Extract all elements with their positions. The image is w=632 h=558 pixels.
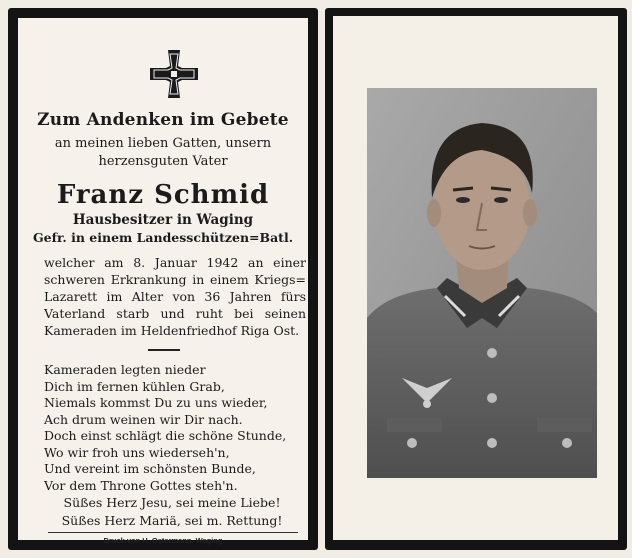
intro-line-2: herzensguten Vater xyxy=(98,154,228,169)
soldier-portrait-image xyxy=(367,88,597,478)
iron-cross-icon xyxy=(148,48,200,100)
section-divider xyxy=(148,349,180,351)
prayer xyxy=(38,494,306,530)
military-unit: Gefr. in einem Landesschützen=Batl. xyxy=(32,230,294,245)
occupation: Hausbesitzer in Waging xyxy=(72,212,254,228)
printer-credit: Druck von H. Ostermann, Waging xyxy=(103,536,223,545)
bio-line: Lazarett im Alter von 36 Jahren fürs xyxy=(44,289,306,304)
bio-line: welcher am 8. Januar 1942 an einer xyxy=(44,255,306,270)
card-title: Zum Andenken im Gebete xyxy=(37,110,289,130)
biography xyxy=(44,254,306,339)
poem-line: Vor dem Throne Gottes steh'n. xyxy=(44,477,238,493)
poem-line: Und vereint im schönsten Bunde, xyxy=(44,461,256,476)
poem-line: Wo wir froh uns wiederseh'n, xyxy=(44,444,230,460)
poem-line: Ach drum weinen wir Dir nach. xyxy=(44,411,243,427)
left-panel-frame xyxy=(8,8,318,550)
poem-line: Niemals kommst Du zu uns wieder, xyxy=(44,395,268,410)
right-panel xyxy=(333,16,618,540)
bio-line: Kameraden im Heldenfriedhof Riga Ost. xyxy=(44,323,300,338)
left-panel xyxy=(18,18,308,545)
poem-line: Kameraden legten nieder xyxy=(44,362,206,377)
bio-line: schweren Erkrankung in einem Kriegs= xyxy=(44,272,306,287)
footer-rule xyxy=(48,532,298,533)
poem xyxy=(44,362,306,494)
bio-line: Vaterland starb und ruht bei seinen xyxy=(44,306,306,321)
intro-line-1: an meinen lieben Gatten, unsern xyxy=(54,136,272,151)
prayer-line: Süßes Herz Mariä, sei m. Rettung! xyxy=(61,513,283,528)
right-panel-frame xyxy=(325,8,627,550)
prayer-line: Süßes Herz Jesu, sei meine Liebe! xyxy=(63,495,281,510)
poem-line: Doch einst schlägt die schöne Stunde, xyxy=(44,428,287,443)
poem-line: Dich im fernen kühlen Grab, xyxy=(44,378,225,394)
deceased-name: Franz Schmid xyxy=(56,180,270,210)
portrait-photo xyxy=(367,88,597,478)
